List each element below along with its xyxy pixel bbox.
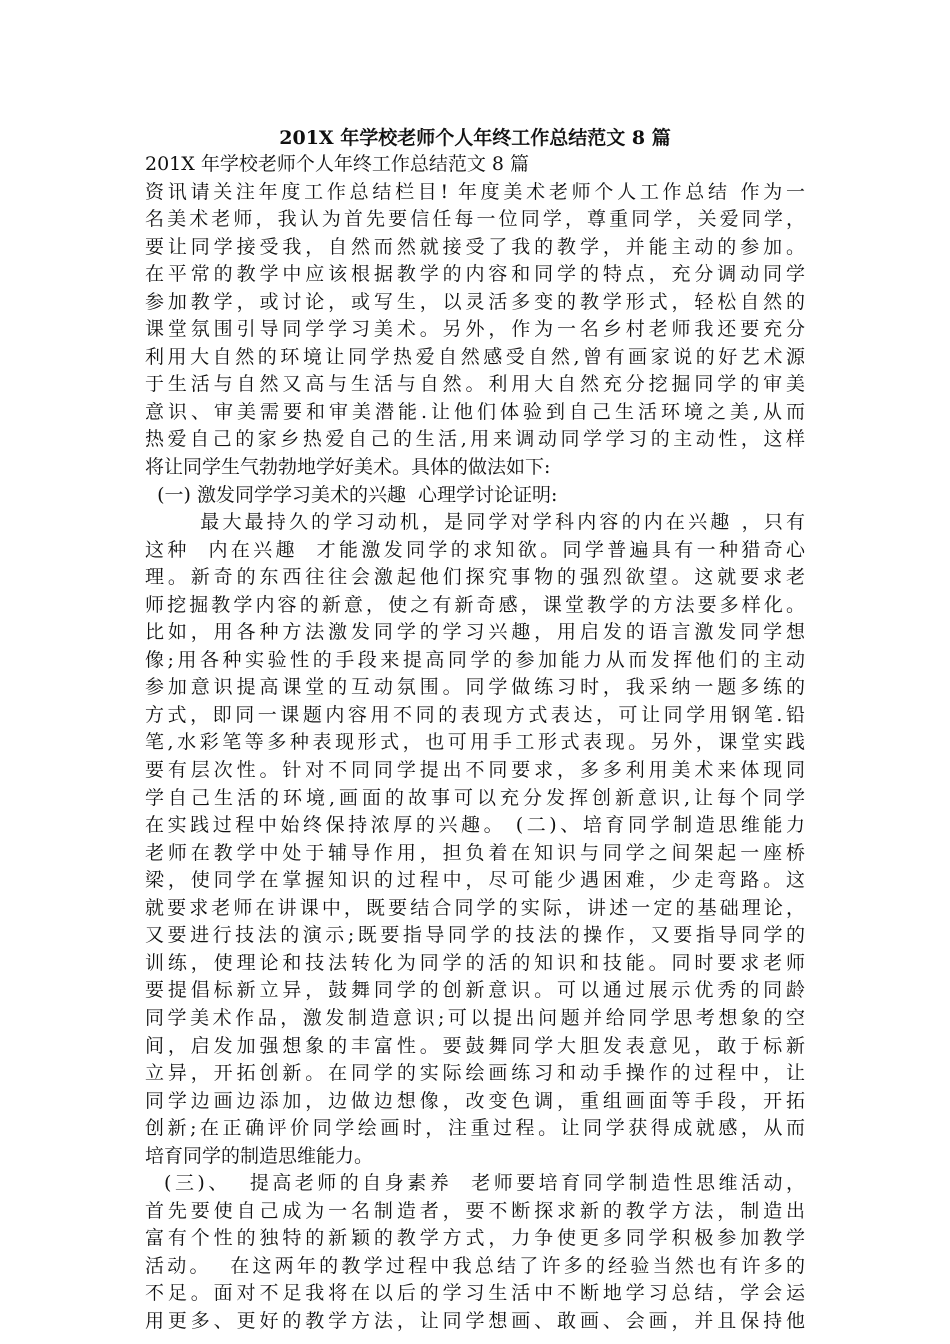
text-line: 师挖掘教学内容的新意，使之有新奇感，课堂教学的方法要多样化。 — [145, 593, 805, 616]
text-line: 老师在教学中处于辅导作用，担负着在知识与同学之间架起一座桥 — [145, 841, 805, 864]
text-line: 比如，用各种方法激发同学的学习兴趣，用启发的语言激发同学想 — [145, 621, 805, 644]
text-line: 热爱自己的家乡热爱自己的生活,用来调动同学学习的主动性，这样 — [145, 428, 805, 451]
text-line: 最大最持久的学习动机，是同学对学科内容的内在兴趣 ，只有 — [145, 511, 805, 534]
text-line: 理。新奇的东西往往会激起他们探究事物的强烈欲望。这就要求老 — [145, 566, 805, 589]
text-line: 活动。 在这两年的教学过程中我总结了许多的经验当然也有许多的 — [145, 1254, 805, 1277]
text-line: 同学美术作品，激发制造意识;可以提出问题并给同学思考想象的空 — [145, 1006, 805, 1029]
text-line: 利用大自然的环境让同学热爱自然感受自然,曾有画家说的好艺术源 — [145, 345, 805, 368]
text-line: 于生活与自然又高与生活与自然。利用大自然充分挖掘同学的审美 — [145, 373, 805, 396]
text-line: (三)、 提高老师的自身素养 老师要培育同学制造性思维活动， — [145, 1172, 805, 1195]
text-line: 首先要使自己成为一名制造者，要不断探求新的教学方法，制造出 — [145, 1199, 805, 1222]
document-body — [145, 151, 805, 1336]
text-line: 参加意识提高课堂的互动氛围。同学做练习时，我采纳一题多练的 — [145, 676, 805, 699]
text-line: 意识、审美需要和审美潜能.让他们体验到自己生活环境之美,从而 — [145, 400, 805, 423]
text-line: 课堂氛围引导同学学习美术。另外，作为一名乡村老师我还要充分 — [145, 318, 805, 341]
text-line: 要让同学接受我，自然而然就接受了我的教学，并能主动的参加。 — [145, 235, 805, 258]
text-line: 富有个性的独特的新颖的教学方式，力争使更多同学积极参加教学 — [145, 1227, 805, 1250]
text-line: 立异，开拓创新。在同学的实际绘画练习和动手操作的过程中，让 — [145, 1062, 805, 1085]
text-line: 训练，使理论和技法转化为同学的活的知识和技能。同时要求老师 — [145, 951, 805, 974]
text-line: 创新;在正确评价同学绘画时，注重过程。让同学获得成就感，从而 — [145, 1117, 805, 1140]
text-line: 间，启发加强想象的丰富性。要鼓舞同学大胆发表意见，敢于标新 — [145, 1034, 805, 1057]
text-line: 这种 内在兴趣 才能激发同学的求知欲。同学普遍具有一种猎奇心 — [145, 538, 805, 561]
text-line: 要有层次性。针对不同同学提出不同要求，多多利用美术来体现同 — [145, 759, 805, 782]
document-title: 201X 年学校老师个人年终工作总结范文 8 篇 — [279, 127, 671, 149]
text-line: 资讯请关注年度工作总结栏目! 年度美术老师个人工作总结 作为一 — [145, 180, 805, 203]
text-line: 名美术老师，我认为首先要信任每一位同学，尊重同学，关爱同学， — [145, 208, 805, 231]
text-line: 用更多、更好的教学方法，让同学想画、敢画、会画，并且保持他 — [145, 1309, 805, 1332]
text-line: 就要求老师在讲课中，既要结合同学的实际，讲述一定的基础理论， — [145, 896, 805, 919]
text-line: 培育同学的制造思维能力。 — [145, 1144, 374, 1167]
text-line: 又要进行技法的演示;既要指导同学的技法的操作，又要指导同学的 — [145, 924, 805, 947]
text-line: 在平常的教学中应该根据教学的内容和同学的特点，充分调动同学 — [145, 263, 805, 286]
text-line: 学自己生活的环境,画面的故事可以充分发挥创新意识,让每个同学 — [145, 786, 805, 809]
text-line: 将让同学生气勃勃地学好美术。具体的做法如下: — [145, 456, 551, 479]
text-line: 在实践过程中始终保持浓厚的兴趣。 (二)、培育同学制造思维能力 — [145, 814, 805, 837]
text-line: 梁，使同学在掌握知识的过程中，尽可能少遇困难，少走弯路。这 — [145, 869, 805, 892]
text-line: 不足。面对不足我将在以后的学习生活中不断地学习总结，学会运 — [145, 1282, 805, 1305]
text-line: 同学边画边添加，边做边想像，改变色调，重组画面等手段，开拓 — [145, 1089, 805, 1112]
text-line: 方式，即同一课题内容用不同的表现方式表达，可让同学用钢笔.铅 — [145, 703, 805, 726]
text-line: 要提倡标新立异，鼓舞同学的创新意识。可以通过展示优秀的同龄 — [145, 979, 805, 1002]
text-line: 笔,水彩笔等多种表现形式，也可用手工形式表现。另外，课堂实践 — [145, 731, 805, 754]
text-line: 参加教学，或讨论，或写生，以灵活多变的教学形式，轻松自然的 — [145, 290, 805, 313]
text-line: 像;用各种实验性的手段来提高同学的参加能力从而发挥他们的主动 — [145, 648, 805, 671]
text-line: 201X 年学校老师个人年终工作总结范文 8 篇 — [145, 153, 529, 175]
text-line: (一) 激发同学学习美术的兴趣 心理学讨论证明: — [145, 483, 558, 506]
